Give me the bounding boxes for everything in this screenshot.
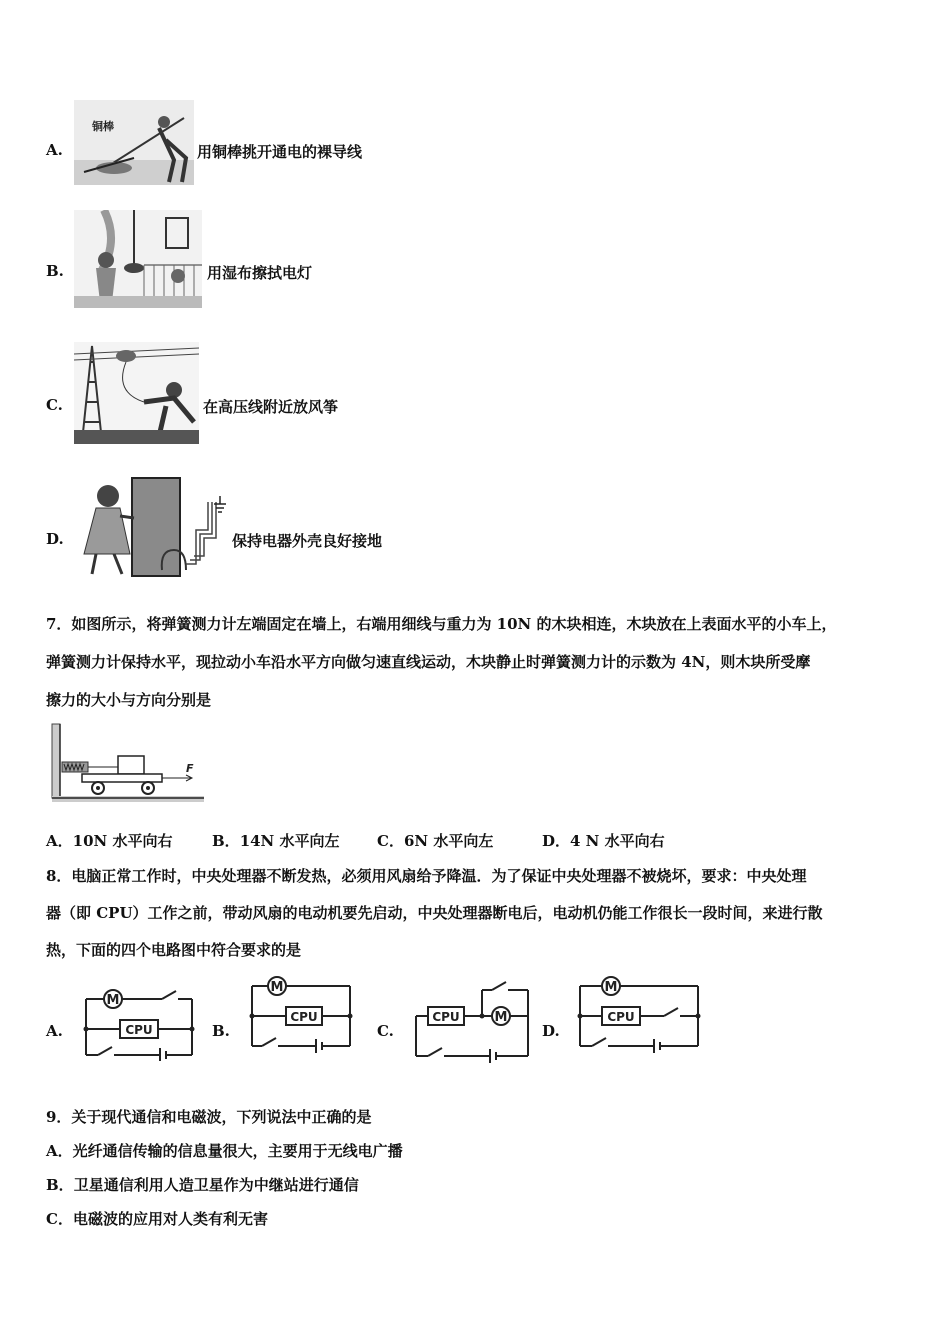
q8-circuit-c [408, 978, 534, 1068]
q6-option-d-text: 保持电器外壳良好接地 [232, 532, 383, 550]
q9-option-b-text: 卫星通信利用人造卫星作为中继站进行通信 [73, 1176, 359, 1194]
q9-option-c-text: 电磁波的应用对人类有利无害 [72, 1210, 268, 1228]
q6-option-a-letter: A. [46, 141, 63, 159]
q7-answer-b-letter: B． [212, 832, 240, 850]
q6-option-b-text: 用湿布擦拭电灯 [207, 264, 313, 282]
q7-stem-line-1: 7．如图所示，将弹簧测力计左端固定在墙上，右端用细线与重力为 10N 的木块相连，木块放在上表面水平的小车上， [46, 615, 837, 633]
q7-answer-d-text: 4 N 水平向右 [570, 832, 665, 850]
q7-stem-line-2: 弹簧测力计保持水平，现拉动小车沿水平方向做匀速直线运动，木块静止时弹簧测力计的示数为 4N，则木块所受摩 [46, 653, 811, 671]
q8-option-a-letter: A. [46, 1022, 63, 1040]
q7-answer-d [542, 830, 665, 851]
q7-answer-c-letter: C． [377, 832, 404, 850]
q8-circuit-d [574, 972, 704, 1054]
q8-circuit-b-motor-label: M [270, 980, 284, 995]
q9-option-b [46, 1174, 359, 1195]
q8-circuit-d-cpu-label: CPU [607, 1010, 635, 1024]
q6-option-c-text: 在高压线附近放风筝 [203, 398, 339, 416]
q7-answer-d-letter: D． [542, 832, 571, 850]
q6-option-a-text: 用铜棒挑开通电的裸导线 [197, 143, 363, 161]
q6-option-b-letter: B. [46, 262, 64, 280]
q6-option-b-illustration [74, 210, 202, 308]
q8-circuit-a-cpu-label: CPU [125, 1023, 153, 1037]
q6-option-a-illustration [74, 100, 194, 185]
q8-circuit-d-motor-label: M [604, 980, 618, 995]
q8-stem-line-2: 器（即 CPU）工作之前，带动风扇的电动机要先启动，中央处理器断电后，电动机仍能工作很长一段时间，来进行散 [46, 904, 823, 922]
q7-figure-spring-cart [50, 720, 205, 804]
q8-circuit-c-cpu-label: CPU [432, 1010, 460, 1024]
q7-answer-a-letter: A． [46, 832, 73, 850]
q7-answer-a [46, 830, 172, 851]
q8-option-d-letter: D. [542, 1022, 560, 1040]
q9-option-c [46, 1208, 268, 1229]
q9-option-b-letter: B． [46, 1176, 74, 1194]
q7-answer-a-text: 10N 水平向右 [72, 832, 173, 850]
q8-circuit-b-cpu-label: CPU [290, 1010, 318, 1024]
q9-option-a-text: 光纤通信传输的信息量很大，主要用于无线电广播 [72, 1142, 403, 1160]
q7-figure-force-label: F [186, 762, 194, 775]
q8-option-c-letter: C. [377, 1022, 394, 1040]
q9-option-a [46, 1140, 403, 1161]
q9-option-c-letter: C． [46, 1210, 73, 1228]
q6-option-d-letter: D. [46, 530, 64, 548]
q6-option-d-illustration [74, 474, 230, 580]
q8-circuit-c-motor-label: M [494, 1010, 508, 1025]
q6-option-c-letter: C. [46, 396, 63, 414]
q9-option-a-letter: A． [46, 1142, 73, 1160]
q8-stem-line-1: 8．电脑正常工作时，中央处理器不断发热，必须用风扇给予降温．为了保证中央处理器不被烧坏，要求：中央处理 [46, 867, 807, 885]
q9-stem: 9．关于现代通信和电磁波，下列说法中正确的是 [46, 1108, 372, 1126]
q8-stem-line-3: 热，下面的四个电路图中符合要求的是 [46, 941, 302, 959]
q7-answer-b [212, 830, 340, 851]
q8-circuit-a-motor-label: M [106, 993, 120, 1008]
q8-circuit-a [78, 985, 198, 1061]
q7-stem-line-3: 擦力的大小与方向分别是 [46, 691, 212, 709]
q6-option-a-figure-label: 铜棒 [92, 120, 114, 133]
q8-circuit-b [244, 972, 356, 1054]
q7-answer-b-text: 14N 水平向左 [239, 832, 340, 850]
q7-answer-c [377, 830, 493, 851]
q7-answer-c-text: 6N 水平向左 [403, 832, 494, 850]
q8-option-b-letter: B. [212, 1022, 230, 1040]
q6-option-c-illustration [74, 342, 199, 444]
